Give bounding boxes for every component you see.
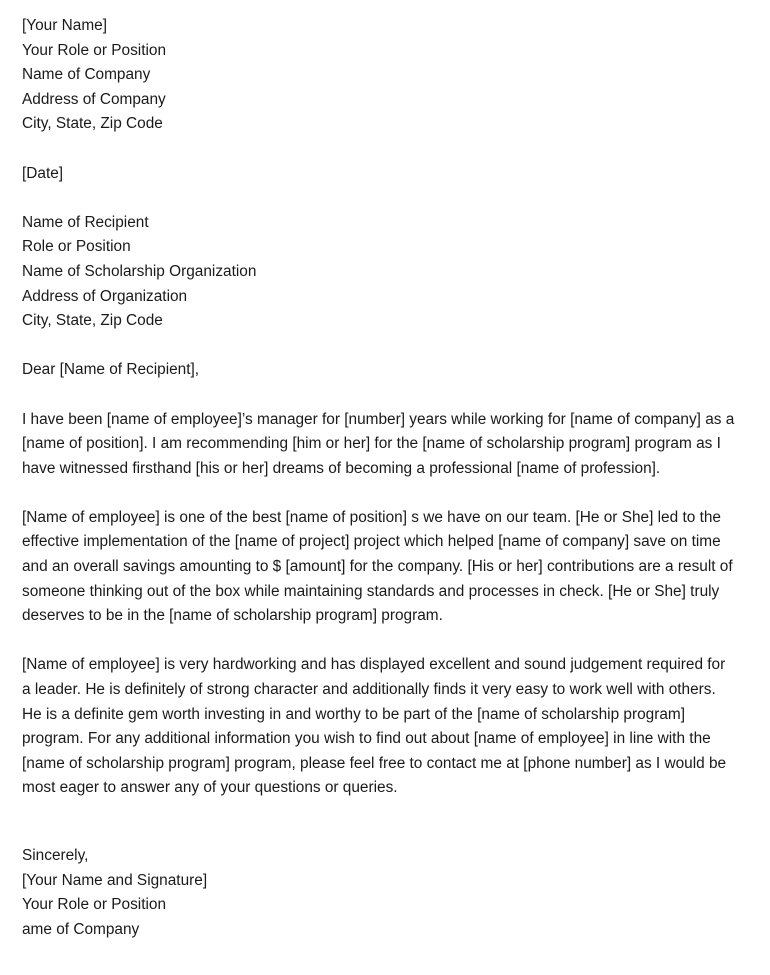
spacer-after-paragraph-2 [22,629,736,654]
sender-role: Your Role or Position [22,41,167,59]
recipient-city-state-zip: City, State, Zip Code [22,312,163,330]
closing-block [22,844,736,942]
sender-address-block [22,14,736,137]
sender-company: Name of Company [22,66,151,84]
signature-line: [Your Name and Signature] [22,871,208,889]
recipient-role: Role or Position [22,238,131,256]
body-paragraph-1: I have been [name of employee]’s manager for [number] years while working for [name of company] as a [name of position]. I am recommending [him or her] for the [name of scholarship program] program as I have witnessed firsthand [his or her] dreams of becoming a professional [name of profession]. [22,410,739,477]
recipient-address-block [22,211,736,334]
letter-date: [Date] [22,164,64,182]
closing-role: Your Role or Position [22,896,167,914]
spacer-after-date [22,186,736,211]
spacer-after-salutation [22,383,736,408]
spacer-after-sender [22,137,736,162]
date-block [22,162,736,187]
spacer-after-paragraph-1 [22,481,736,506]
letter-body [22,14,739,942]
closing-company: ame of Company [22,920,140,938]
recipient-address: Address of Organization [22,287,188,305]
body-paragraph-3: [Name of employee] is very hardworking and has displayed excellent and sound judgement required for a leader. He is definitely of strong character and additionally finds it very easy to work well with others. He is a definite gem worth investing in and worthy to be part of the [name of scholarship program] program. For any additional information you wish to find out about [name of employee] in line with the [name of scholarship program] program, please feel free to contact me at [phone number] as I would be most eager to answer any of your questions or queries. [22,656,731,797]
sender-city-state-zip: City, State, Zip Code [22,115,163,133]
closing-salutation: Sincerely, [22,847,89,864]
salutation: Dear [Name of Recipient], [22,361,200,379]
recipient-name: Name of Recipient [22,213,149,231]
spacer-after-recipient [22,334,736,359]
sender-name: [Your Name] [22,17,107,34]
recipient-organization: Name of Scholarship Organization [22,262,257,280]
sender-address: Address of Company [22,90,166,108]
spacer-before-closing [22,801,736,844]
body-paragraph-2: [Name of employee] is one of the best [name of position] s we have on our team. [He or She] led to the effective implementation of the [name of project] project which helped [name of company] save on time and an overall savings amounting to $ [amount] for the company. [His or her] contributions are a result of someone thinking out of the box while maintaining standards and processes in check. [He or She] truly deserves to be in the [name of scholarship program] program. [22,508,737,625]
